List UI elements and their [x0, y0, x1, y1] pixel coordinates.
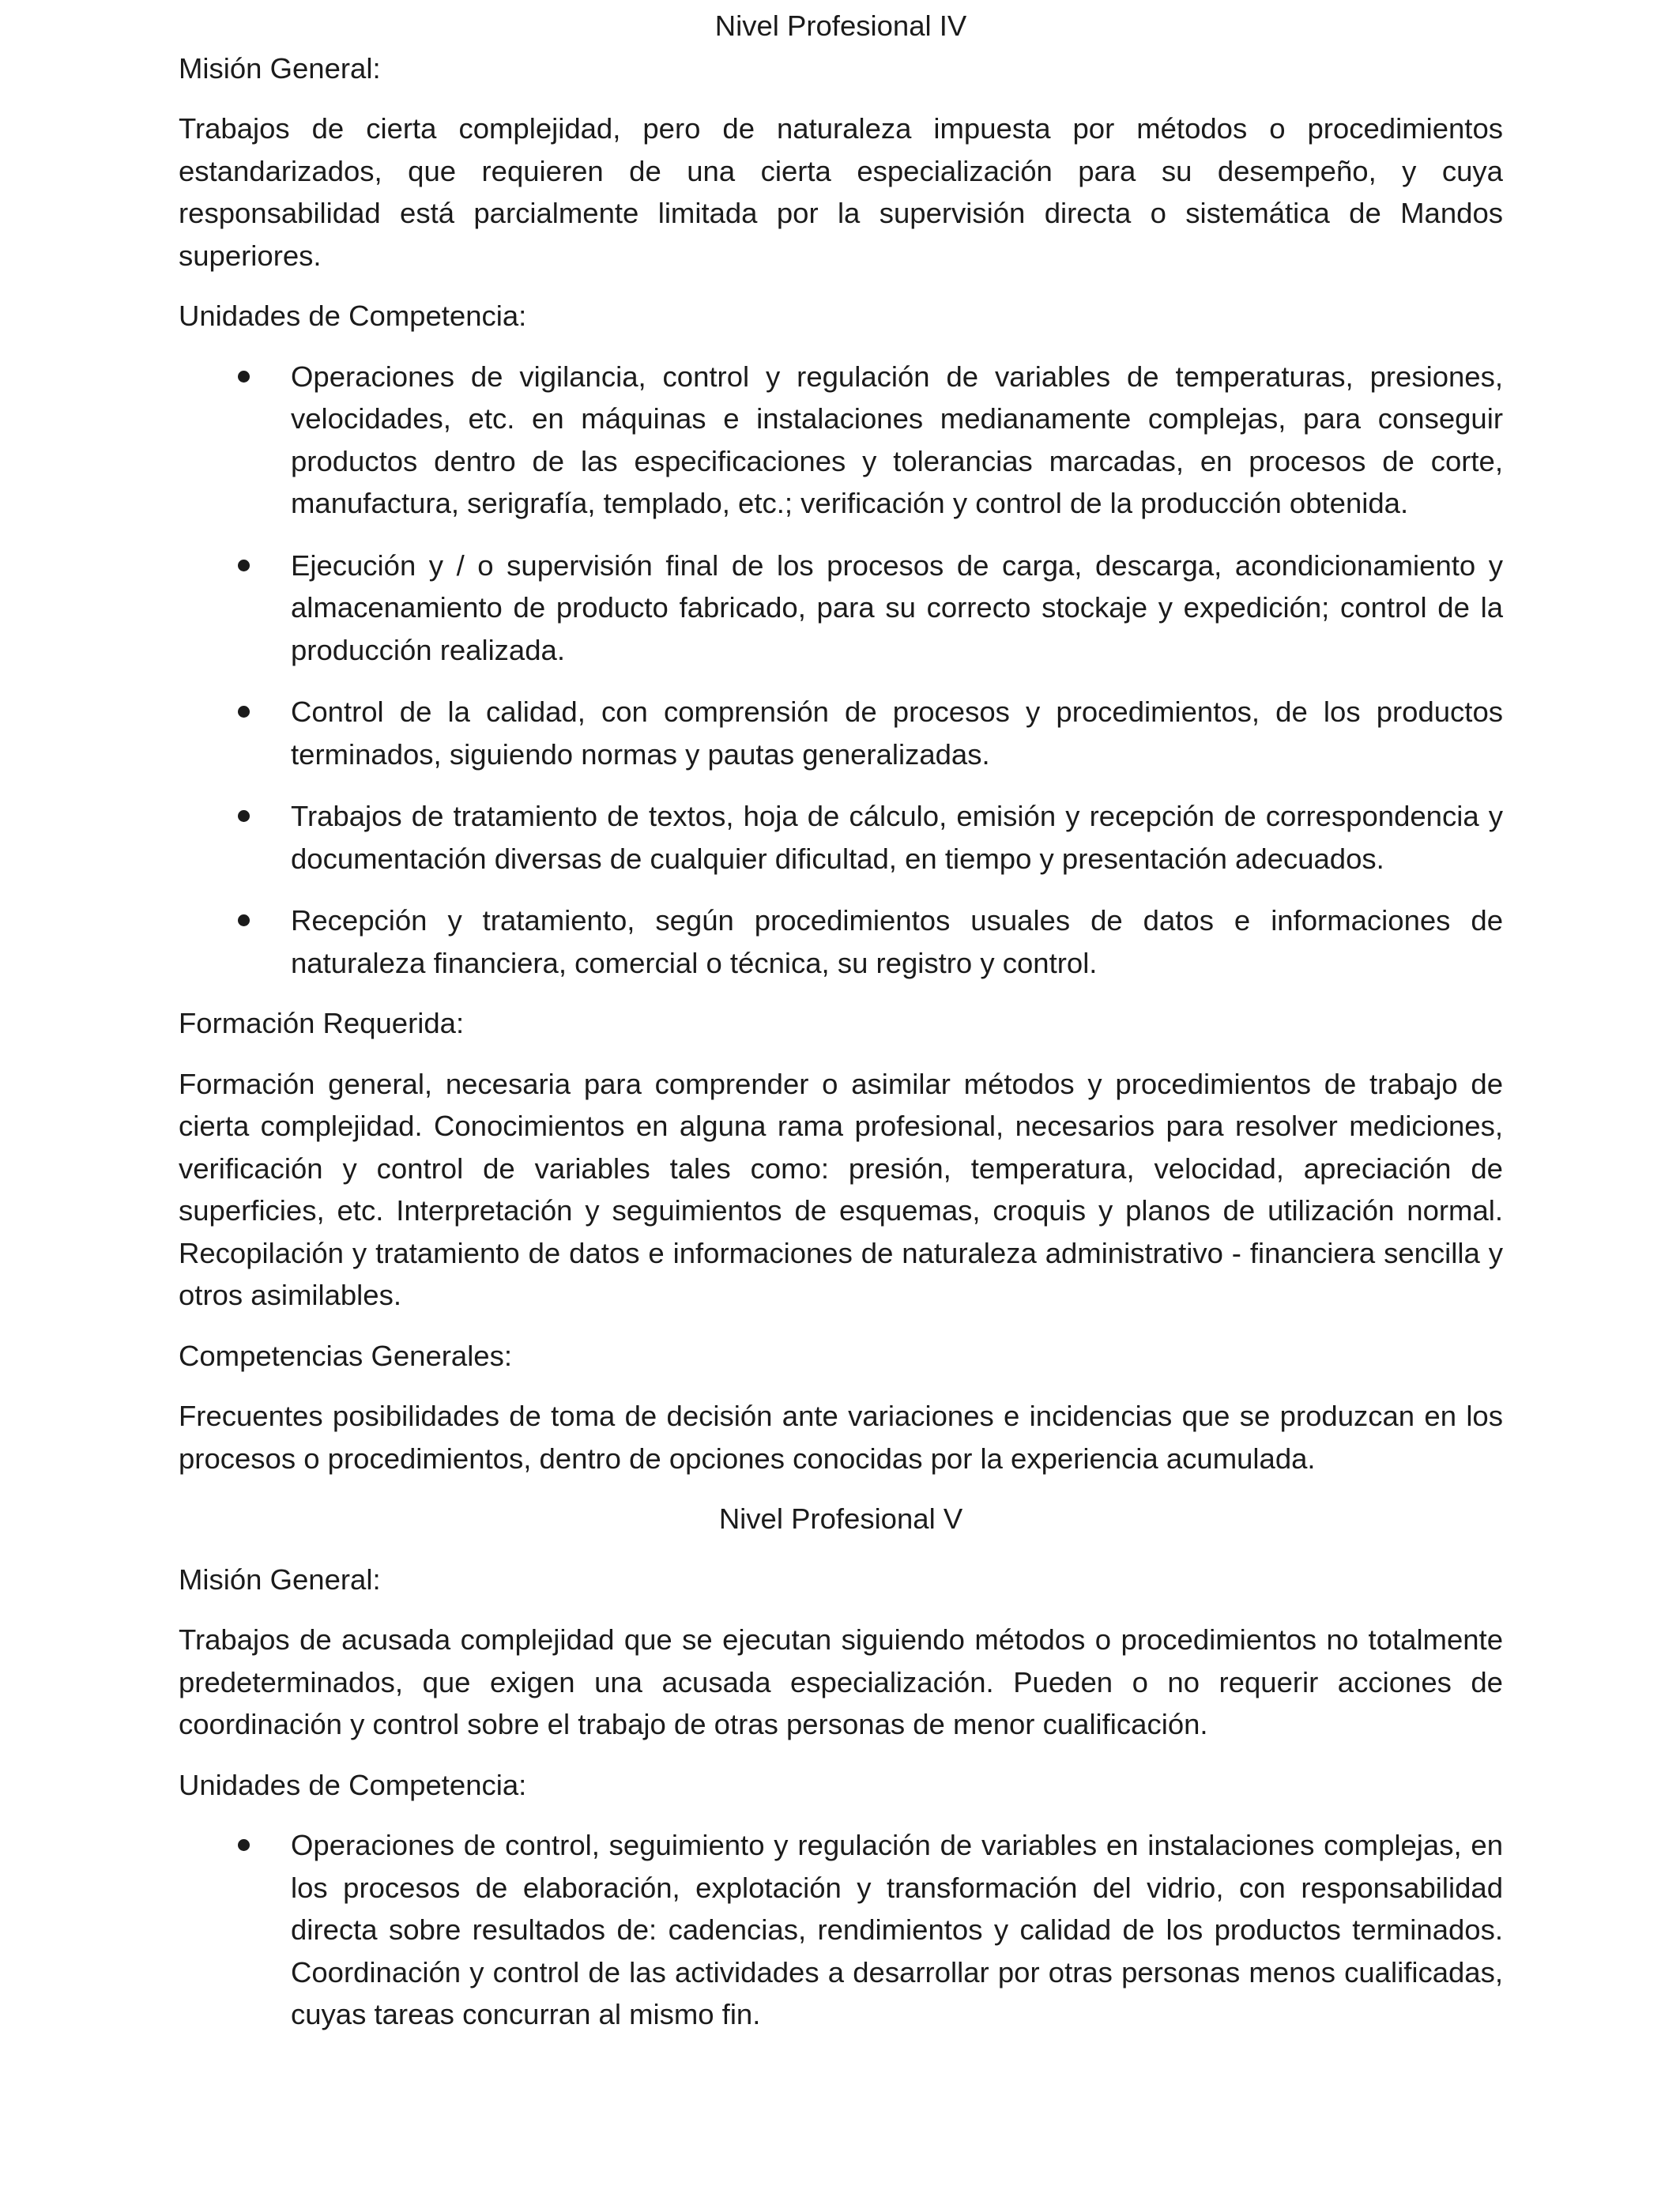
- bullet-icon: [238, 706, 250, 718]
- list-item-text: Recepción y tratamiento, según procedimientos usuales de datos e informaciones de naturaleza financiera, comercial o técnica, su registro y control.: [291, 904, 1503, 979]
- list-item-text: Operaciones de vigilancia, control y regulación de variables de temperaturas, presiones, velocidades, etc. en máquinas e instalaciones medianamente complejas, para conseguir productos dentro de las especificaciones y tolerancias marcadas, en procesos de corte, manufactura, serigrafía, templado, etc.; verificación y control de la producción obtenida.: [291, 360, 1503, 519]
- level-iv-mission-text: Trabajos de cierta complejidad, pero de naturaleza impuesta por métodos o procedimientos estandarizados, que requieren de una cierta especialización para su desempeño, y cuya responsabilidad está parcialmente limitada por la supervisión directa o sistemática de Mandos superiores.: [179, 112, 1503, 272]
- bullet-icon: [238, 560, 250, 571]
- list-item: [179, 1824, 1503, 2036]
- level-v-section: [179, 1498, 1503, 2036]
- document-body: [179, 5, 1503, 2036]
- level-iv-competencies-text: Frecuentes posibilidades de toma de decisión ante variaciones e incidencias que se produzcan en los procesos o procedimientos, dentro de opciones conocidas por la experiencia acumulada.: [179, 1400, 1503, 1475]
- level-iv-mission-label: Misión General:: [179, 51, 381, 85]
- list-item-text: Trabajos de tratamiento de textos, hoja de cálculo, emisión y recepción de correspondencia y documentación diversas de cualquier dificultad, en tiempo y presentación adecuados.: [291, 800, 1503, 875]
- level-iv-training-label: Formación Requerida:: [179, 1007, 465, 1039]
- list-item: [179, 899, 1503, 984]
- list-item-text: Control de la calidad, con comprensión de procesos y procedimientos, de los productos terminados, siguiendo normas y pautas generalizadas.: [291, 696, 1503, 771]
- level-v-mission-text: Trabajos de acusada complejidad que se ejecutan siguiendo métodos o procedimientos no totalmente predeterminados, que exigen una acusada especialización. Pueden o no requerir acciones de coordinación y control sobre el trabajo de otras personas de menor cualificación.: [179, 1623, 1503, 1740]
- level-iv-training-text: Formación general, necesaria para comprender o asimilar métodos y procedimientos de trabajo de cierta complejidad. Conocimientos en alguna rama profesional, necesarios para resolver mediciones, verificación y control de variables tales como: presión, temperatura, velocidad, apreciación de superficies, etc. Interpretación y seguimientos de esquemas, croquis y planos de utilización normal. Recopilación y tratamiento de datos e informaciones de naturaleza administrativo - financiera sencilla y otros asimilables.: [179, 1067, 1503, 1311]
- level-v-mission-label: Misión General:: [179, 1563, 381, 1596]
- level-v-title: Nivel Profesional V: [718, 1502, 963, 1535]
- bullet-icon: [238, 371, 250, 383]
- level-iv-title: Nivel Profesional IV: [714, 9, 967, 42]
- level-v-units-list: [179, 1824, 1503, 2036]
- level-iv-units-list: [179, 356, 1503, 985]
- list-item: [179, 691, 1503, 775]
- list-item-text: Ejecución y / o supervisión final de los procesos de carga, descarga, acondicionamiento y almacenamiento de producto fabricado, para su correcto stockaje y expedición; control de la producción realizada.: [291, 548, 1503, 666]
- level-iv-units-label: Unidades de Competencia:: [179, 300, 527, 332]
- list-item: [179, 356, 1503, 525]
- level-v-units-label: Unidades de Competencia:: [179, 1768, 527, 1801]
- bullet-icon: [238, 810, 250, 822]
- bullet-icon: [238, 1839, 250, 1851]
- list-item: [179, 545, 1503, 672]
- list-item: [179, 795, 1503, 880]
- list-item-text: Operaciones de control, seguimiento y regulación de variables en instalaciones complejas, en los procesos de elaboración, explotación y transformación del vidrio, con responsabilidad directa sobre resultados de: cadencias, rendimientos y calidad de los productos terminados. Coordinación y control de las actividades a desarrollar por otras personas menos cualificadas, cuyas tareas concurran al mismo fin.: [291, 1829, 1503, 2030]
- level-iv-competencies-label: Competencias Generales:: [179, 1339, 512, 1372]
- bullet-icon: [238, 914, 250, 926]
- level-iv-section: [179, 5, 1503, 1480]
